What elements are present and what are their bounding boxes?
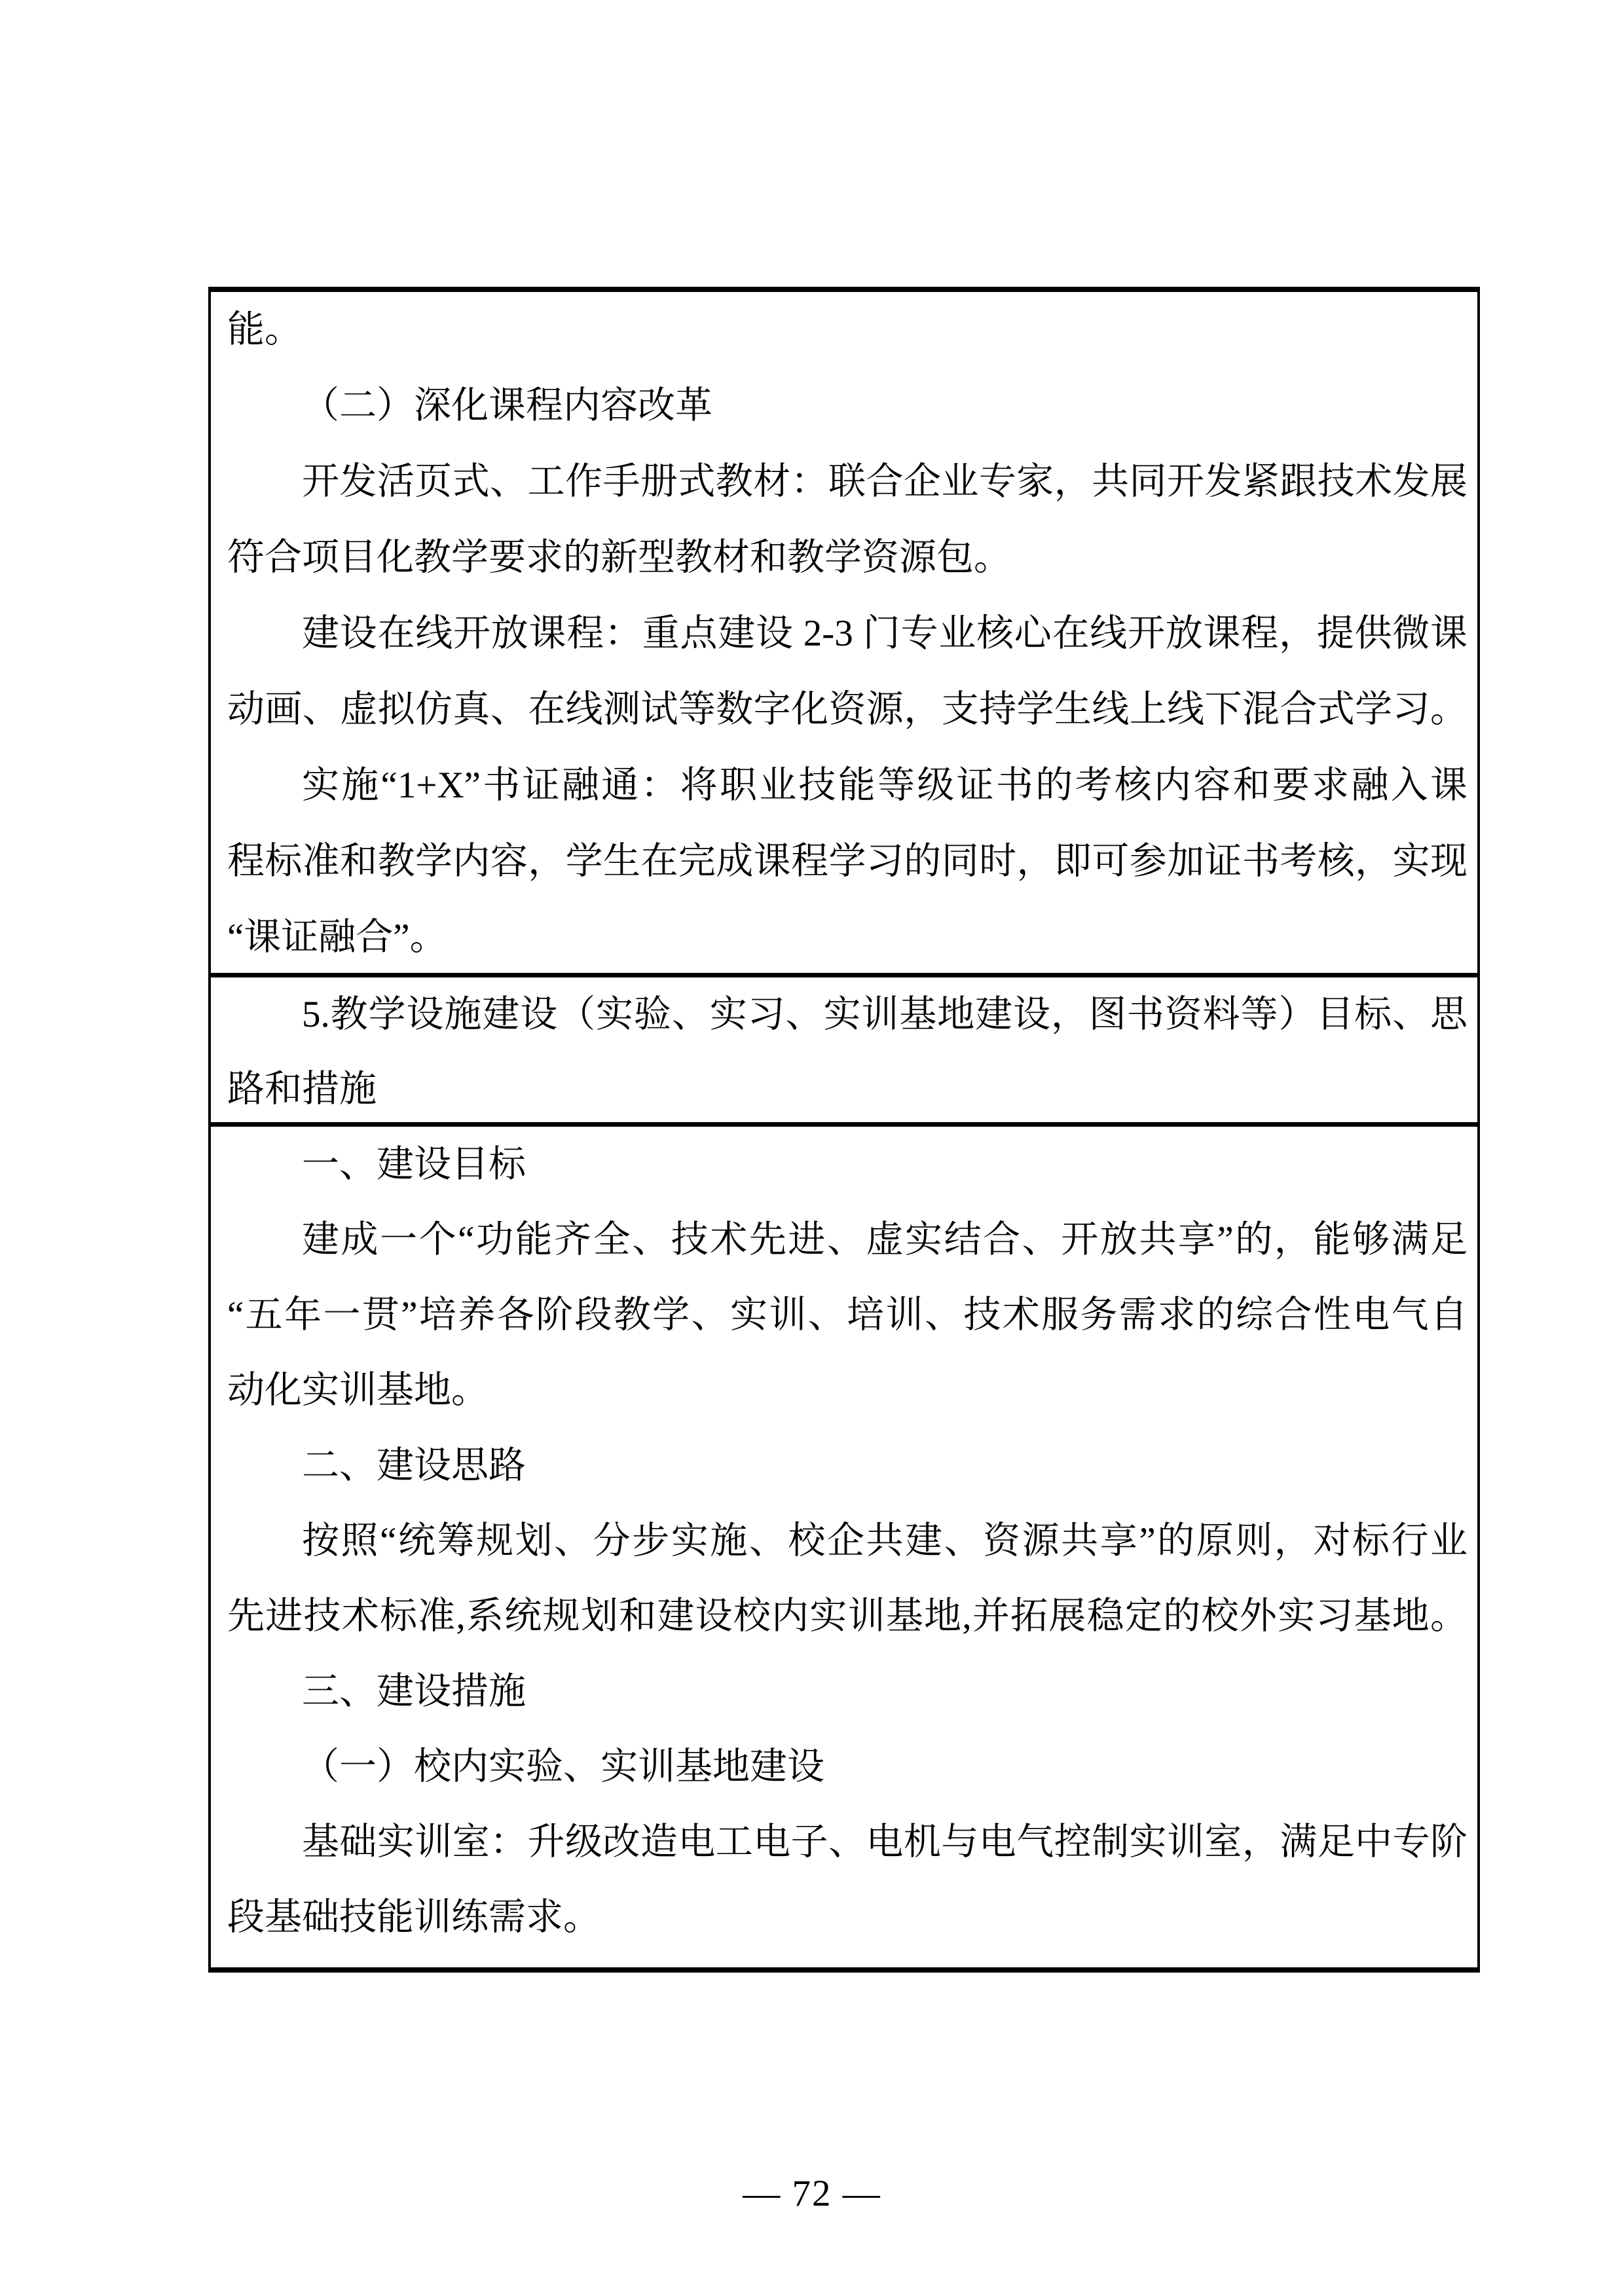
- text-line: 段基础技能训练需求。: [227, 1897, 600, 1938]
- text-line: 5.教学设施建设（实验、实习、实训基地建设，图书资料等）目标、思: [302, 994, 1467, 1035]
- page-number: — 72 —: [743, 2173, 881, 2214]
- content-table: [208, 287, 1480, 1973]
- text-line: 实施“1+X”书证融通：将职业技能等级证书的考核内容和要求融入课: [302, 765, 1467, 806]
- text-line: 建设在线开放课程：重点建设 2-3 门专业核心在线开放课程，提供微课: [302, 613, 1467, 654]
- table-row: [211, 977, 1477, 1127]
- text-line: 三、建设措施: [302, 1671, 526, 1712]
- text-line: 基础实训室：升级改造电工电子、电机与电气控制实训室，满足中专阶: [302, 1821, 1467, 1863]
- table-row: [211, 1127, 1477, 1958]
- text-line: 能。: [227, 309, 302, 350]
- text-line: 二、建设思路: [302, 1445, 526, 1486]
- text-line: 开发活页式、工作手册式教材：联合企业专家，共同开发紧跟技术发展: [302, 461, 1467, 502]
- text-line: 路和措施: [227, 1068, 377, 1110]
- text-line: 先进技术标准,系统规划和建设校内实训基地,并拓展稳定的校外实习基地。: [227, 1595, 1467, 1637]
- text-line: 程标准和教学内容，学生在完成课程学习的同时，即可参加证书考核，实现: [227, 841, 1467, 882]
- text-line: 建成一个“功能齐全、技术先进、虚实结合、开放共享”的，能够满足: [302, 1219, 1467, 1260]
- table-row: [211, 292, 1477, 977]
- text-line: “五年一贯”培养各阶段教学、实训、培训、技术服务需求的综合性电气自: [227, 1294, 1467, 1336]
- text-line: 符合项目化教学要求的新型教材和教学资源包。: [227, 537, 1011, 578]
- text-line: 动画、虚拟仿真、在线测试等数字化资源，支持学生线上线下混合式学习。: [227, 689, 1467, 730]
- text-line: 动化实训基地。: [227, 1370, 489, 1411]
- text-line: 按照“统筹规划、分步实施、校企共建、资源共享”的原则，对标行业: [302, 1520, 1467, 1561]
- text-line: （一）校内实验、实训基地建设: [302, 1746, 824, 1787]
- text-line: （二）深化课程内容改革: [302, 385, 712, 426]
- text-line: “课证融合”。: [227, 917, 447, 958]
- text-line: 一、建设目标: [302, 1144, 526, 1185]
